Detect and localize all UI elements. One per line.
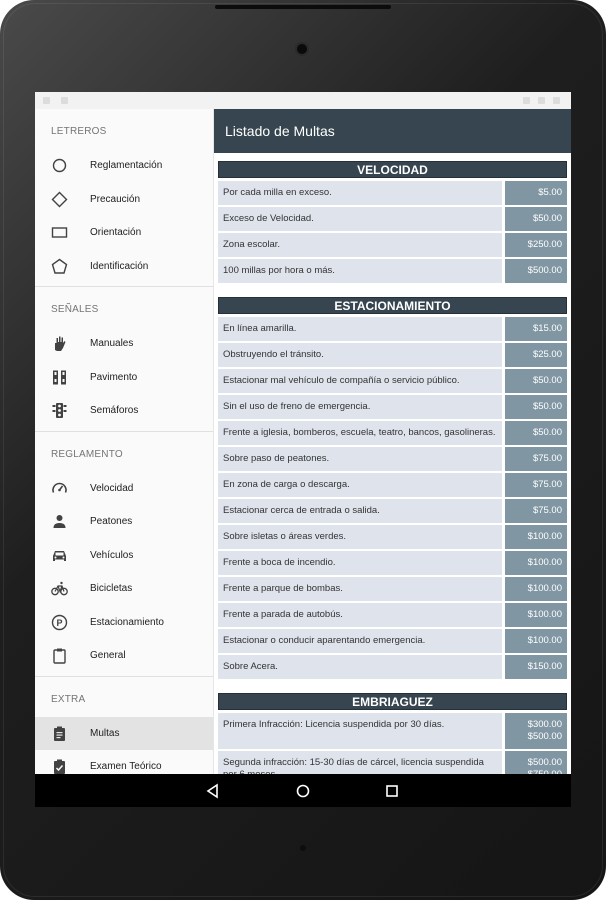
fine-row: [218, 369, 567, 393]
fine-amount: $75.00: [505, 473, 567, 497]
status-bar: [35, 92, 571, 109]
fine-amount: $500.00 $750.00: [505, 751, 567, 787]
drawer-item-label: Pavimento: [90, 371, 138, 383]
category-header: VELOCIDAD: [218, 161, 567, 178]
home-button[interactable]: [293, 781, 313, 801]
fine-amount: $100.00: [505, 577, 567, 601]
fine-description: Frente a iglesia, bomberos, escuela, teatro, bancos, gasolineras.: [218, 421, 502, 445]
drawer-item-label: Examen Teórico: [90, 761, 162, 773]
person-icon: [51, 513, 68, 530]
diamond-icon: [51, 191, 68, 208]
fine-row: [218, 343, 567, 367]
car-icon: [51, 547, 68, 564]
fine-amount: $15.00: [505, 317, 567, 341]
fine-amount: $50.00: [505, 421, 567, 445]
drawer-item-general[interactable]: [35, 639, 213, 673]
drawer-item-multas[interactable]: [35, 717, 213, 751]
fine-row: [218, 713, 567, 749]
fine-amount: $100.00: [505, 629, 567, 653]
fine-amount: $100.00: [505, 525, 567, 549]
fine-description: Segunda infracción: 15-30 días de cárcel, licencia suspendida por 6 meses.: [218, 751, 502, 787]
fine-category-embriaguez: [218, 693, 567, 787]
fine-description: Sobre paso de peatones.: [218, 447, 502, 471]
fines-table[interactable]: [214, 153, 571, 787]
drawer-item-label: Velocidad: [90, 482, 134, 494]
fine-amount: $75.00: [505, 447, 567, 471]
status-icon: [553, 97, 560, 104]
category-header: ESTACIONAMIENTO: [218, 297, 567, 314]
navigation-drawer: [35, 109, 214, 774]
drawer-section-header: LETREROS: [51, 126, 107, 137]
fine-row: [218, 603, 567, 627]
fine-amount: $25.00: [505, 343, 567, 367]
fine-category-estacionamiento: [218, 297, 567, 679]
fine-amount: $50.00: [505, 369, 567, 393]
drawer-item-label: Manuales: [90, 338, 134, 350]
home-icon: [296, 784, 310, 798]
status-icon: [538, 97, 545, 104]
main-content: [214, 109, 571, 780]
status-icon: [523, 97, 530, 104]
page-title: Listado de Multas: [225, 123, 335, 139]
fine-row: [218, 655, 567, 679]
fine-row: [218, 551, 567, 575]
fine-row: [218, 499, 567, 523]
drawer-item-estacionamiento[interactable]: [35, 606, 213, 640]
fine-amount: $50.00: [505, 395, 567, 419]
fine-row: [218, 207, 567, 231]
drawer-item-label: Estacionamiento: [90, 616, 164, 628]
status-icon: [61, 97, 68, 104]
category-header: EMBRIAGUEZ: [218, 693, 567, 710]
fine-description: Obstruyendo el tránsito.: [218, 343, 502, 367]
drawer-item-label: Multas: [90, 727, 120, 739]
drawer-item-vehiculos[interactable]: [35, 539, 213, 573]
fine-description: Estacionar mal vehículo de compañía o servicio público.: [218, 369, 502, 393]
fine-description: Frente a parque de bombas.: [218, 577, 502, 601]
fine-row: [218, 447, 567, 471]
fine-description: Primera Infracción: Licencia suspendida por 30 días.: [218, 713, 502, 749]
drawer-section-header: REGLAMENTO: [51, 448, 123, 460]
fine-description: Por cada milla en exceso.: [218, 181, 502, 205]
drawer-item-label: Peatones: [90, 516, 133, 528]
circle-icon: [51, 157, 68, 174]
drawer-item-reglamentacion[interactable]: [35, 149, 213, 183]
fine-row: [218, 473, 567, 497]
drawer-item-pavimento[interactable]: [35, 361, 213, 395]
app-bar: [214, 109, 571, 153]
fine-description: En zona de carga o descarga.: [218, 473, 502, 497]
fine-row: [218, 751, 567, 787]
fine-amount: $5.00: [505, 181, 567, 205]
drawer-item-identificacion[interactable]: [35, 250, 213, 284]
drawer-item-label: Precaución: [90, 193, 141, 205]
fine-description: Frente a boca de incendio.: [218, 551, 502, 575]
rectangle-icon: [51, 224, 68, 241]
drawer-item-semaforos[interactable]: [35, 394, 213, 428]
fine-row: [218, 181, 567, 205]
fine-description: Exceso de Velocidad.: [218, 207, 502, 231]
drawer-divider: [35, 431, 213, 432]
list-clipboard-icon: [51, 725, 68, 742]
check-clipboard-icon: [51, 758, 68, 775]
fine-description: 100 millas por hora o más.: [218, 259, 502, 283]
fine-amount: $500.00: [505, 259, 567, 283]
drawer-item-examen-teorico[interactable]: [35, 750, 213, 784]
recents-button[interactable]: [382, 781, 402, 801]
bicycle-icon: [51, 580, 68, 597]
road-icon: [51, 369, 68, 386]
fine-description: Sobre isletas o áreas verdes.: [218, 525, 502, 549]
drawer-item-label: Bicicletas: [90, 583, 133, 595]
drawer-item-label: Identificación: [90, 260, 149, 272]
clipboard-icon: [51, 647, 68, 664]
fine-row: [218, 395, 567, 419]
drawer-item-bicicletas[interactable]: [35, 572, 213, 606]
fine-description: Estacionar cerca de entrada o salida.: [218, 499, 502, 523]
drawer-item-label: Orientación: [90, 227, 142, 239]
drawer-item-label: Reglamentación: [90, 160, 163, 172]
fine-description: En línea amarilla.: [218, 317, 502, 341]
fine-amount: $100.00: [505, 603, 567, 627]
drawer-divider: [35, 286, 213, 287]
drawer-item-orientacion[interactable]: [35, 216, 213, 250]
drawer-item-manuales[interactable]: [35, 327, 213, 361]
drawer-item-peatones[interactable]: [35, 505, 213, 539]
fine-row: [218, 259, 567, 283]
back-icon: [206, 784, 220, 798]
screen: [35, 92, 571, 807]
drawer-item-label: General: [90, 650, 126, 662]
fine-row: [218, 421, 567, 445]
drawer-item-velocidad[interactable]: [35, 472, 213, 506]
microphone: [300, 845, 306, 851]
speaker-grille: [215, 5, 391, 9]
drawer-item-precaucion[interactable]: [35, 183, 213, 217]
fine-amount: $300.00 $500.00: [505, 713, 567, 749]
fine-amount: $250.00: [505, 233, 567, 257]
pentagon-icon: [51, 258, 68, 275]
fine-row: [218, 577, 567, 601]
fine-row: [218, 525, 567, 549]
fine-description: Frente a parada de autobús.: [218, 603, 502, 627]
drawer-divider: [35, 676, 213, 677]
hand-icon: [51, 335, 68, 352]
drawer-item-label: Semáforos: [90, 405, 139, 417]
speedometer-icon: [51, 480, 68, 497]
traffic-light-icon: [51, 402, 68, 419]
system-navigation-bar: [35, 774, 571, 807]
back-button[interactable]: [203, 781, 223, 801]
fine-description: Zona escolar.: [218, 233, 502, 257]
fine-amount: $100.00: [505, 551, 567, 575]
fine-row: [218, 317, 567, 341]
fine-amount: $150.00: [505, 655, 567, 679]
fine-row: [218, 629, 567, 653]
fine-row: [218, 233, 567, 257]
front-camera: [297, 44, 307, 54]
fine-amount: $75.00: [505, 499, 567, 523]
fine-description: Estacionar o conducir aparentando emergencia.: [218, 629, 502, 653]
fine-category-velocidad: [218, 161, 567, 283]
fine-description: Sobre Acera.: [218, 655, 502, 679]
drawer-section-header: SEÑALES: [51, 304, 99, 315]
fine-amount: $50.00: [505, 207, 567, 231]
status-icon: [43, 97, 50, 104]
parking-icon: [51, 614, 68, 631]
drawer-item-label: Vehículos: [90, 549, 134, 561]
fine-description: Sin el uso de freno de emergencia.: [218, 395, 502, 419]
svg-text:P: P: [56, 617, 63, 628]
drawer-section-header: EXTRA: [51, 693, 86, 705]
recents-icon: [385, 784, 399, 798]
